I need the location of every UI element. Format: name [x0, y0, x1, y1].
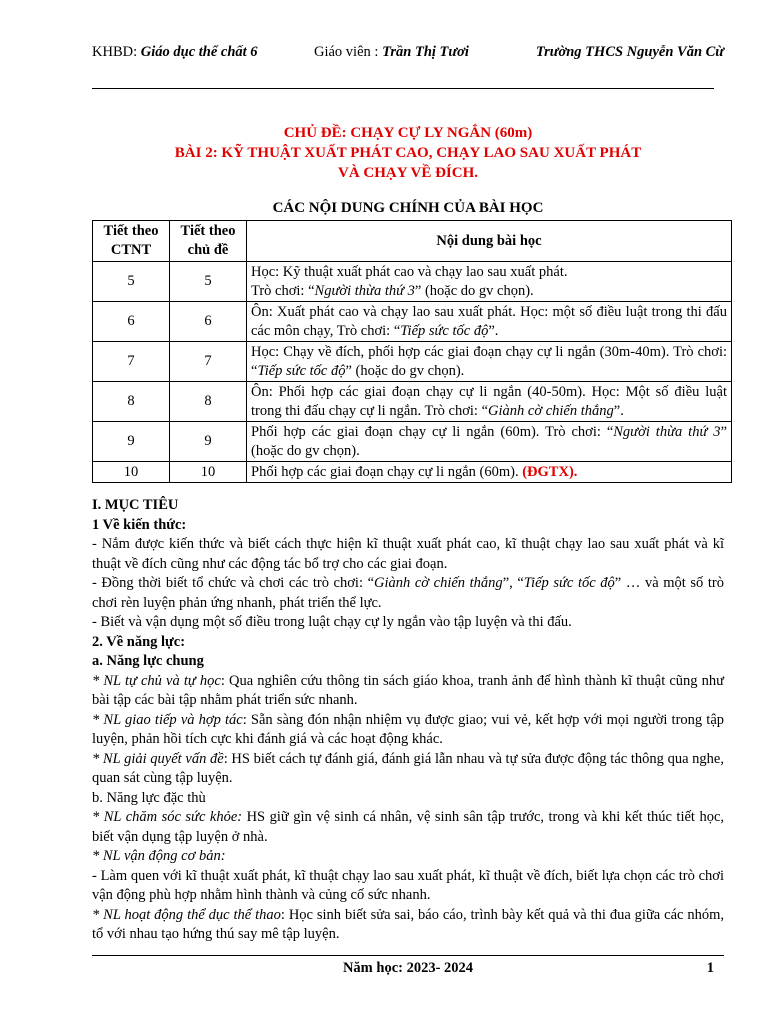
text: - Đồng thời biết tổ chức và chơi các trò chơi: “: [92, 575, 375, 591]
content-text: ” (hoặc do gv chọn).: [414, 282, 534, 299]
game-name: Người thừa thứ 3: [613, 423, 721, 440]
page-header: [92, 44, 724, 64]
cell-ctnt: 10: [93, 462, 170, 483]
content-text: ” (hoặc do gv chọn).: [345, 362, 465, 379]
table-row: [93, 262, 732, 302]
header-rule: [92, 88, 714, 89]
page-footer: [92, 960, 724, 980]
game-name: Giành cờ chiến thắng: [488, 402, 614, 419]
subsection-heading: a. Năng lực chung: [92, 653, 204, 669]
khbd-label: KHBD:: [92, 44, 141, 60]
col-header-ctnt-line1: Tiết theo: [103, 223, 159, 239]
text: ” … và một số trò chơi rèn luyện phản ứng nhanh, phát triển thể lực.: [92, 575, 724, 611]
cell-topic: 10: [170, 462, 247, 483]
content-line: Học: Kỹ thuật xuất phát cao và chạy lao sau xuất phát.: [251, 263, 568, 280]
header-teacher: [314, 44, 469, 61]
paragraph: - Nắm được kiến thức và biết cách thực hiện kĩ thuật xuất phát cao, kĩ thuật chạy lao sau xuất phát và kĩ thuật về đích cũng như các động tác bổ trợ cho các giai đoạn.: [92, 536, 724, 572]
col-header-content: Nội dung bài học: [247, 221, 732, 262]
lesson-titles: [92, 123, 724, 183]
cell-ctnt: 7: [93, 342, 170, 382]
content-text: ”.: [488, 322, 499, 339]
table-row: [93, 462, 732, 483]
text: ”, “: [502, 575, 524, 591]
competency-label: * NL tự chủ và tự học: [92, 672, 221, 689]
subsection-heading: b. Năng lực đặc thù: [92, 789, 206, 806]
header-school: Trường THCS Nguyễn Văn Cừ: [535, 44, 724, 60]
cell-ctnt: 6: [93, 302, 170, 342]
text: : HS biết cách tự đánh giá, đánh giá lẫn nhau và tự sửa được động tác thông qua nghe, quan sát cùng tập luyện.: [92, 750, 724, 786]
lesson-title-line1: BÀI 2: KỸ THUẬT XUẤT PHÁT CAO, CHẠY LAO SAU XUẤT PHÁT: [174, 145, 642, 161]
lesson-title-line2: VÀ CHẠY VỀ ĐÍCH.: [337, 165, 478, 181]
subsection-heading: 2. Về năng lực:: [92, 633, 186, 650]
competency-label: * NL giao tiếp và hợp tác: [92, 711, 243, 728]
page-number: 1: [706, 960, 714, 976]
teacher-value: Trần Thị Tươi: [382, 44, 469, 60]
cell-content: [247, 422, 732, 462]
cell-ctnt: 8: [93, 382, 170, 422]
competency-label: * NL vận động cơ bản:: [92, 848, 226, 864]
teacher-label: Giáo viên :: [314, 44, 383, 60]
table-row: [93, 342, 732, 382]
text: : Qua nghiên cứu thông tin sách giáo khoa, tranh ảnh để hình thành kĩ thuật cũng như bài tập các bài tập nhằm phát triển sức nhanh.: [92, 672, 725, 708]
paragraph: [92, 711, 724, 750]
table-row: [93, 302, 732, 342]
content-text: Ôn: Phối hợp các giai đoạn chạy cự li ngắn (40-50m). Học: Một số điều luật trong thi đấu chạy cự li ngắn. Trò chơi: “: [251, 383, 727, 419]
school-year: Năm học: 2023- 2024: [342, 960, 474, 976]
col-header-topic: [170, 221, 247, 262]
cell-content: [247, 462, 732, 483]
paragraph: [92, 574, 724, 613]
topic-title: CHỦ ĐỀ: CHẠY CỰ LY NGẮN (60m): [283, 125, 533, 141]
content-text: Phối hợp các giai đoạn chạy cự li ngắn (60m). Trò chơi: “: [251, 423, 614, 440]
paragraph: - Làm quen với kĩ thuật xuất phát, kĩ thuật chạy lao sau xuất phát, kĩ thuật về đích, biết lựa chọn các trò chơi vận động phù hợp nhằm hình thành và củng cố sức nhanh.: [92, 867, 724, 903]
table-row: [93, 422, 732, 462]
competency-label: * NL hoạt động thể dục thể thao: [92, 906, 281, 923]
paragraph: [92, 906, 724, 945]
cell-content: [247, 342, 732, 382]
khbd-value: Giáo dục thể chất 6: [140, 44, 258, 60]
subsection-heading: 1 Về kiến thức:: [92, 516, 187, 533]
footer-rule: [92, 955, 724, 956]
content-text: Ôn: Xuất phát cao và chạy lao sau xuất phát. Học: một số điều luật trong thi đấu các môn chạy, Trò chơi: “: [251, 303, 727, 339]
cell-content: [247, 382, 732, 422]
text: : Sẵn sàng đón nhận nhiệm vụ được giao; vui vẻ, kết hợp với mọi người trong tập luyện, phản hồi tích cực khi đánh giá và các hoạt động khác.: [92, 711, 725, 747]
game-name: Người thừa thứ 3: [314, 282, 415, 299]
content-text: Phối hợp các giai đoạn chạy cự li ngắn (60m).: [251, 463, 523, 480]
cell-topic: 7: [170, 342, 247, 382]
cell-topic: 9: [170, 422, 247, 462]
cell-topic: 6: [170, 302, 247, 342]
text: HS giữ gìn vệ sinh cá nhân, vệ sinh sân tập trước, trong và khi kết thúc tiết học, biết vận dụng tập luyện ở nhà.: [92, 809, 725, 845]
table-header-row: [93, 221, 732, 262]
table-row: [93, 382, 732, 422]
section-heading: I. MỤC TIÊU: [92, 497, 179, 513]
content-text: Học: Chạy về đích, phối hợp các giai đoạn chạy cự li ngắn (30m-40m). Trò chơi: “: [251, 343, 727, 379]
document-body: [92, 496, 724, 945]
text: : Học sinh biết sửa sai, báo cáo, trình bày kết quả và thi đua giữa các nhóm, tổ với nhau tạo hứng thú say mê tập luyện.: [92, 906, 724, 942]
cell-topic: 8: [170, 382, 247, 422]
content-text: ”.: [613, 402, 624, 419]
paragraph: [92, 847, 724, 867]
header-khbd: [92, 44, 258, 61]
assessment-tag: (ĐGTX).: [522, 463, 578, 480]
content-text: ” (hoặc do gv chọn).: [251, 423, 727, 459]
lesson-table: [92, 220, 732, 483]
cell-topic: 5: [170, 262, 247, 302]
col-header-ctnt-line2: CTNT: [110, 242, 152, 258]
table-title: CÁC NỘI DUNG CHÍNH CỦA BÀI HỌC: [272, 200, 544, 216]
col-header-ctnt: [93, 221, 170, 262]
cell-ctnt: 5: [93, 262, 170, 302]
content-text: Trò chơi: “: [251, 282, 315, 299]
competency-label: * NL giải quyết vấn đề: [92, 750, 224, 767]
game-name: Giành cờ chiến thắng: [374, 575, 503, 591]
competency-label: * NL chăm sóc sức khỏe:: [92, 809, 243, 825]
col-header-topic-line2: chủ đề: [187, 242, 229, 258]
paragraph: - Biết và vận dụng một số điều trong luật chạy cự ly ngắn vào tập luyện và thi đấu.: [92, 614, 572, 630]
game-name: Tiếp sức tốc độ: [257, 362, 346, 379]
cell-ctnt: 9: [93, 422, 170, 462]
paragraph: [92, 808, 724, 847]
col-header-topic-line1: Tiết theo: [180, 223, 236, 239]
paragraph: [92, 750, 724, 789]
cell-content: [247, 262, 732, 302]
game-name: Tiếp sức tốc độ: [523, 575, 615, 591]
game-name: Tiếp sức tốc độ: [400, 322, 489, 339]
paragraph: [92, 672, 724, 711]
cell-content: [247, 302, 732, 342]
